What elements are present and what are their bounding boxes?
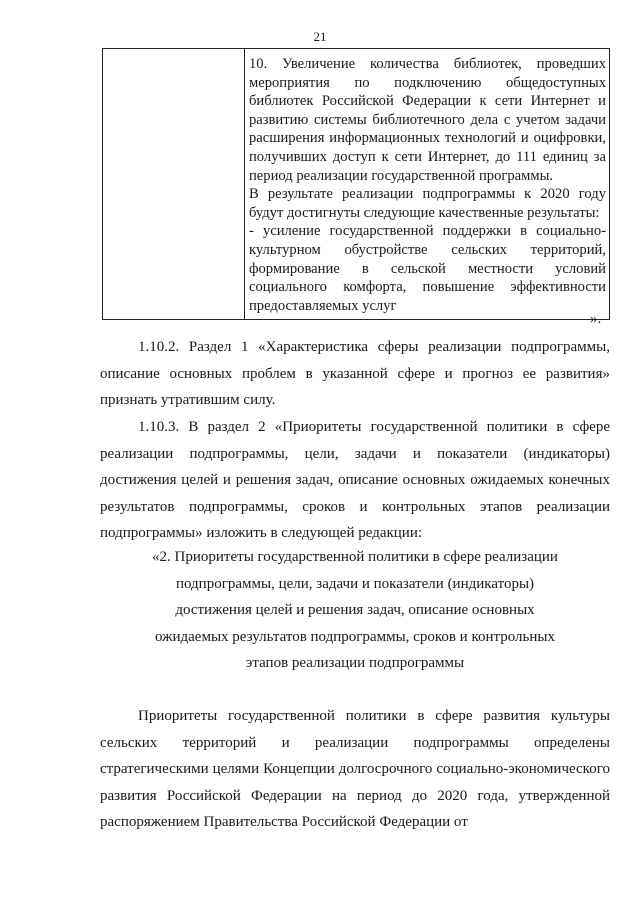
section-heading-line: этапов реализации подпрограммы [245,655,465,671]
continuation-table [102,48,610,320]
paragraph-priorities: Приоритеты государственной политики в сфере развития культуры сельских территорий и реализации подпрограммы определены стратегическими целями Концепции долгосрочного социально-экономического развития Российской Федерации на период до 2020 года, утвержденной распоряжением Правительства Российской Федерации от [100,708,610,830]
table-cell-text [245,49,610,320]
paragraph-1-10-3: 1.10.3. В раздел 2 «Приоритеты государственной политики в сфере реализации подпрограммы, цели, задачи и показатели (индикаторы) достижения целей и решения задач, описание основных ожидаемых конечных результатов подпрограммы, сроков и контрольных этапов реализации подпрограммы» изложить в следующей редакции: [100,419,610,541]
section-heading-line: подпрограммы, цели, задачи и показатели (индикаторы) [175,576,535,592]
page-number: 21 [313,29,327,44]
paragraph-1-10-2: 1.10.2. Раздел 1 «Характеристика сферы реализации подпрограммы, описание основных проблем в указанной сфере и прогноз ее развития» признать утратившим силу. [100,339,610,408]
section-heading-line: ожидаемых результатов подпрограммы, сроков и контрольных [155,629,555,645]
table-cell-empty [103,49,245,320]
closing-quote: ». [590,311,602,327]
section-heading-line: достижения целей и решения задач, описание основных [175,602,535,618]
table-cell-paragraph: В результате реализации подпрограммы к 2020 году будут достигнуты следующие качественные результаты: [249,186,606,221]
table-cell-paragraph: 10. Увеличение количества библиотек, проведших мероприятия по подключению общедоступных библиотек Российской Федерации к сети Интернет и развитию системы библиотечного дела с учетом задачи расширения информационных технологий и оцифровки, получивших доступ к сети Интернет, до 111 единиц за период реализации государственной программы. [249,56,606,184]
section-heading-line: «2. Приоритеты государственной политики в сфере реализации [152,549,558,565]
table-cell-paragraph: - усиление государственной поддержки в социально-культурном обустройстве сельских территорий, формирование в сельской местности условий социального комфорта, повышение эффективности предоставляемых услуг [249,223,606,314]
